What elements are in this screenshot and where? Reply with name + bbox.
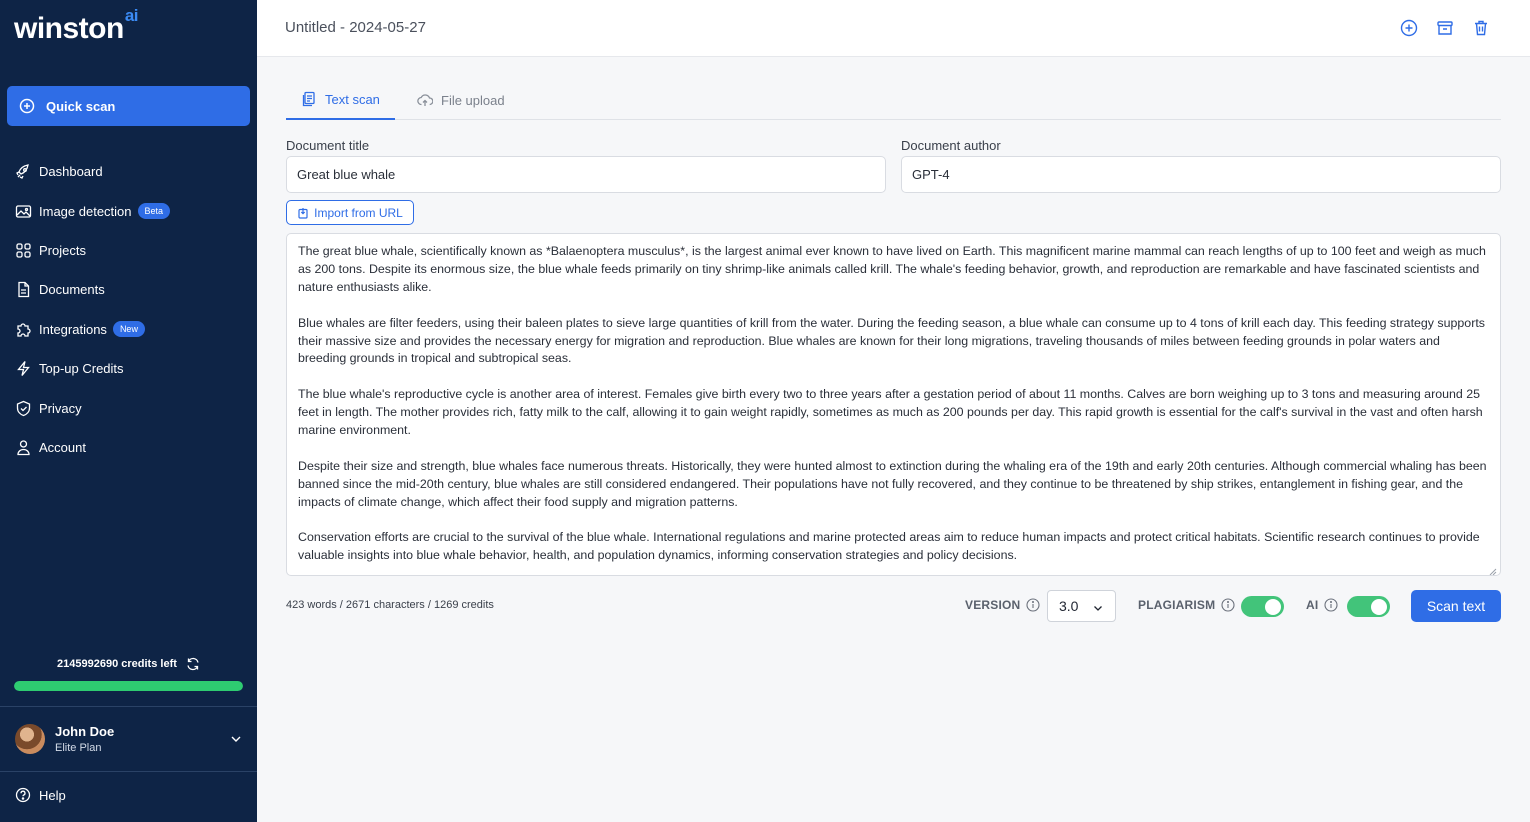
credits-progress-bar [14,681,243,691]
version-value: 3.0 [1059,598,1079,614]
quick-scan-label: Quick scan [46,98,116,114]
sidebar-item-label: Projects [39,242,86,258]
resize-handle[interactable] [1489,564,1497,572]
sidebar-item-top-up-credits[interactable] [0,349,257,388]
sidebar-item-privacy[interactable] [0,388,257,427]
help-link[interactable] [15,787,66,803]
text-paragraph: The great blue whale, scientifically known as *Balaenoptera musculus*, is the largest animal ever known to have lived on Earth. This magnificent marine mammal can reach lengths of up to 100 feet and weigh as much as 200 tons. Despite its enormous size, the blue whale feeds primarily on tiny shrimp-like animals called krill. The whale's feeding behavior, growth, and reproduction are remarkable and have fascinated scientists and nature enthusiasts alike. [298,244,1486,294]
sidebar-item-image-detection[interactable] [0,191,257,230]
sidebar-item-integrations[interactable] [0,310,257,349]
sidebar-item-label: Integrations [39,321,107,337]
document-title-label: Document title [286,138,370,153]
add-circle-icon[interactable] [1400,19,1418,37]
tab-label: Text scan [325,91,380,107]
plagiarism-label-text: PLAGIARISM [1138,598,1216,612]
document-title-input[interactable]: Great blue whale [286,156,886,193]
sidebar-item-label: Dashboard [39,164,103,180]
text-paragraph: Despite their size and strength, blue whales face numerous threats. Historically, they were hunted almost to extinction during the whaling era of the 19th and early 20th centuries. Although commercial whaling has been banned since the mid-20th century, blue whales are still considered endangered. Their populations have not fully recovered, and they continue to be threatened by ship strikes, entanglement in fishing gear, and the impacts of climate change, which affect their food supply and migration patterns. [298,458,1487,509]
trash-icon[interactable] [1472,19,1490,37]
document-icon [15,281,32,298]
sidebar-item-label: Top-up Credits [39,361,124,377]
refresh-icon[interactable] [186,657,200,671]
document-author-label: Document author [901,138,1001,153]
plagiarism-toggle[interactable] [1241,596,1284,617]
credits-progress-fill [14,681,243,691]
import-label: Import from URL [314,205,403,220]
sidebar-nav [0,152,257,467]
sidebar-item-label: Image detection [39,203,132,219]
user-plan: Elite Plan [55,742,102,754]
rocket-icon [15,163,32,180]
sidebar-item-documents[interactable] [0,270,257,309]
user-menu[interactable] [15,721,245,757]
sidebar-divider [0,771,257,772]
text-paragraph: Conservation efforts are crucial to the survival of the blue whale. International regulations and marine protected areas aim to reduce human impacts and protect critical habitats. Scientific research continues to provide valuable insights into blue whale behavior, health, and population dynamics, informing conservation strategies and policy decisions. [298,530,1480,563]
logo-text: winston [14,12,124,45]
archive-icon[interactable] [1436,19,1454,37]
version-label-text: VERSION [965,598,1021,612]
credits-text: 2145992690 credits left [57,657,177,670]
sidebar-item-label: Privacy [39,400,82,416]
cloud-upload-icon [417,92,433,108]
lightning-icon [15,360,32,377]
tab-text-scan[interactable] [286,80,395,120]
sidebar-item-label: Account [39,439,86,455]
scan-text-button[interactable]: Scan text [1411,590,1501,622]
avatar [15,724,45,754]
scan-tabs [286,80,1501,120]
text-paragraph: The blue whale's reproductive cycle is another area of interest. Females give birth every two to three years after a gestation period of about 11 months. Calves are born weighing up to 3 tons and measuring around 25 feet in length. The mother provides rich, fatty milk to the calf, allowing it to gain weight rapidly, sometimes as much as 200 pounds per day. This rapid growth is essential for the calf's survival in the vast and often harsh marine environment. [298,387,1483,438]
sidebar-divider [0,706,257,707]
tab-label: File upload [441,92,505,108]
sidebar-item-dashboard[interactable] [0,152,257,191]
top-bar [257,0,1530,57]
plus-circle-icon [19,98,35,114]
toggle-knob [1265,599,1281,615]
scan-text-area[interactable] [286,233,1501,576]
chevron-down-icon [1092,601,1104,613]
import-icon [297,207,309,219]
ai-label-text: AI [1306,598,1319,612]
shield-check-icon [15,400,32,417]
beta-badge: Beta [138,203,171,219]
new-badge: New [113,321,145,337]
text-paragraph: Blue whales are filter feeders, using their baleen plates to sieve large quantities of krill from the water. During the feeding season, a blue whale can consume up to 4 tons of krill each day. This feeding strategy supports their massive size and provides the necessary energy for migration and reproduction. Blue whales are known for their long migrations, traveling thousands of miles between feeding grounds in polar waters and breeding grounds in tropical and subtropical seas. [298,315,1485,366]
user-icon [15,439,32,456]
top-actions [1400,19,1490,37]
sidebar-item-projects[interactable] [0,231,257,270]
winston-logo[interactable] [14,6,139,46]
copy-document-icon [301,91,317,107]
tab-file-upload[interactable] [417,80,505,120]
document-author-input[interactable]: GPT-4 [901,156,1501,193]
image-icon [15,203,32,220]
credits-left [0,657,257,671]
help-label: Help [39,787,66,803]
document-name[interactable]: Untitled - 2024-05-27 [285,19,426,36]
ai-label [1306,598,1338,612]
plagiarism-label [1138,598,1235,612]
puzzle-icon [15,321,32,338]
sidebar [0,0,257,822]
version-select[interactable] [1047,590,1116,622]
toggle-knob [1371,599,1387,615]
info-icon[interactable] [1221,598,1235,612]
help-icon [15,787,31,803]
chevron-down-icon [229,732,243,746]
version-label [965,598,1040,612]
import-from-url-button[interactable] [286,200,414,225]
sidebar-item-account[interactable] [0,428,257,467]
grid-icon [15,242,32,259]
quick-scan-button[interactable] [7,86,250,126]
info-icon[interactable] [1026,598,1040,612]
sidebar-item-label: Documents [39,282,105,298]
logo-suffix: ai [124,6,139,25]
info-icon[interactable] [1324,598,1338,612]
user-name: John Doe [55,724,115,739]
text-stats: 423 words / 2671 characters / 1269 credits [286,599,494,611]
ai-toggle[interactable] [1347,596,1390,617]
